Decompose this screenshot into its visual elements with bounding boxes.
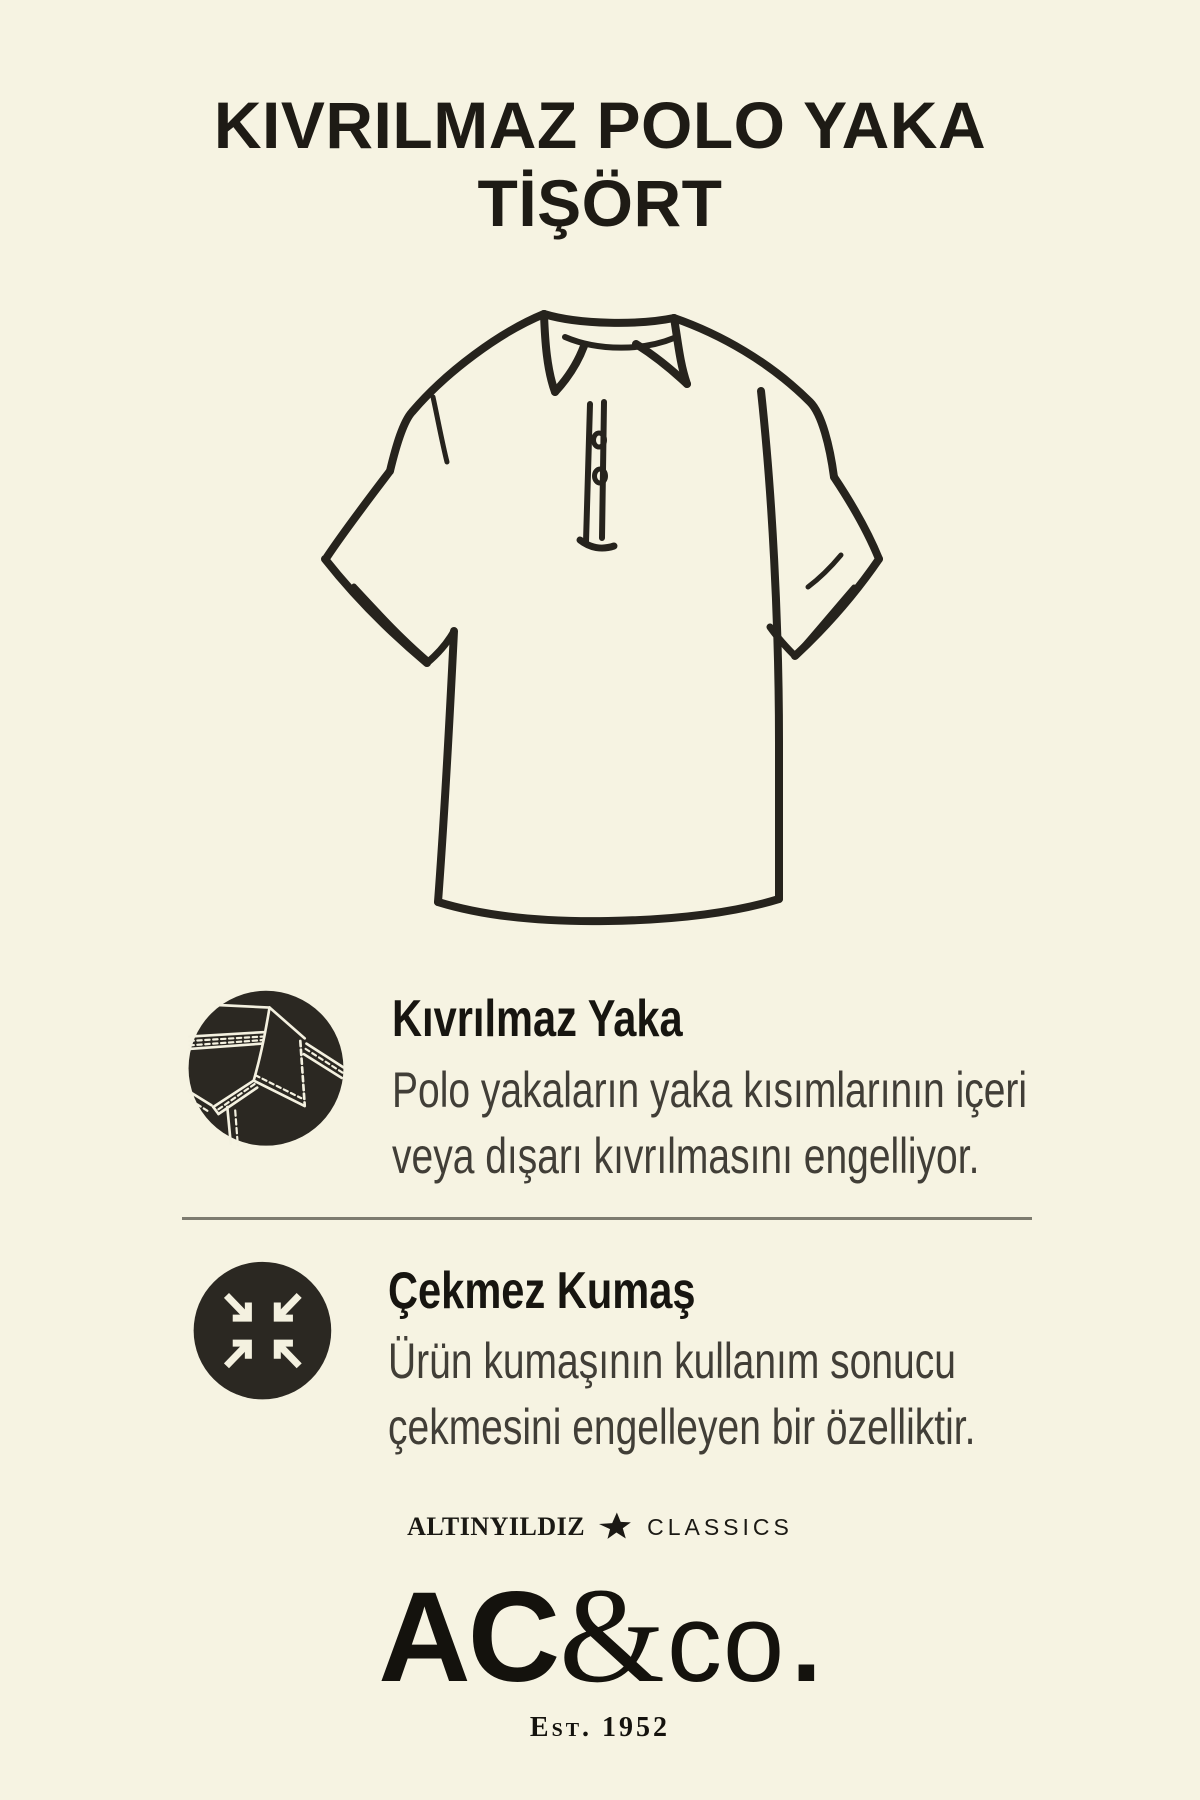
feature-body-line: Polo yakaların yaka kısımlarının içeri <box>392 1061 1028 1118</box>
shrink-arrows-icon <box>178 1254 350 1431</box>
collar-closeup-icon <box>178 982 354 1163</box>
polo-shirt-illustration <box>250 242 950 942</box>
feature-cekmez-kumas <box>0 1254 1141 1461</box>
logo-co-text: co <box>666 1582 786 1706</box>
star-icon <box>599 1512 633 1542</box>
feature-text-block <box>388 1254 1141 1461</box>
established-year: Est. 1952 <box>529 1712 671 1744</box>
logo-period: . <box>791 1582 822 1706</box>
page-title-line-2: TİŞÖRT <box>477 166 723 240</box>
feature-heading: Çekmez Kumaş <box>388 1261 696 1320</box>
section-divider <box>182 1217 1032 1220</box>
page-title-line-1: KIVRILMAZ POLO YAKA <box>213 88 987 162</box>
feature-body-line: çekmesini engelleyen bir özelliktir. <box>388 1399 976 1456</box>
feature-heading: Kıvrılmaz Yaka <box>392 990 683 1048</box>
ac-co-logo <box>378 1561 822 1712</box>
feature-body-line: Ürün kumaşının kullanım sonucu <box>388 1333 956 1390</box>
feature-text-block <box>392 982 1200 1189</box>
brand-name-altinyildiz: ALTINYILDIZ <box>407 1512 586 1542</box>
brand-footer <box>378 1512 821 1744</box>
brand-name-row <box>407 1512 793 1542</box>
page-title <box>214 86 986 242</box>
logo-ampersand: & <box>559 1561 665 1712</box>
feature-kivrilmaz-yaka <box>0 982 1200 1189</box>
feature-body-line: veya dışarı kıvrılmasını engelliyor. <box>392 1127 980 1184</box>
logo-ac-text: AC <box>378 1566 558 1710</box>
brand-name-classics: CLASSICS <box>647 1513 793 1540</box>
